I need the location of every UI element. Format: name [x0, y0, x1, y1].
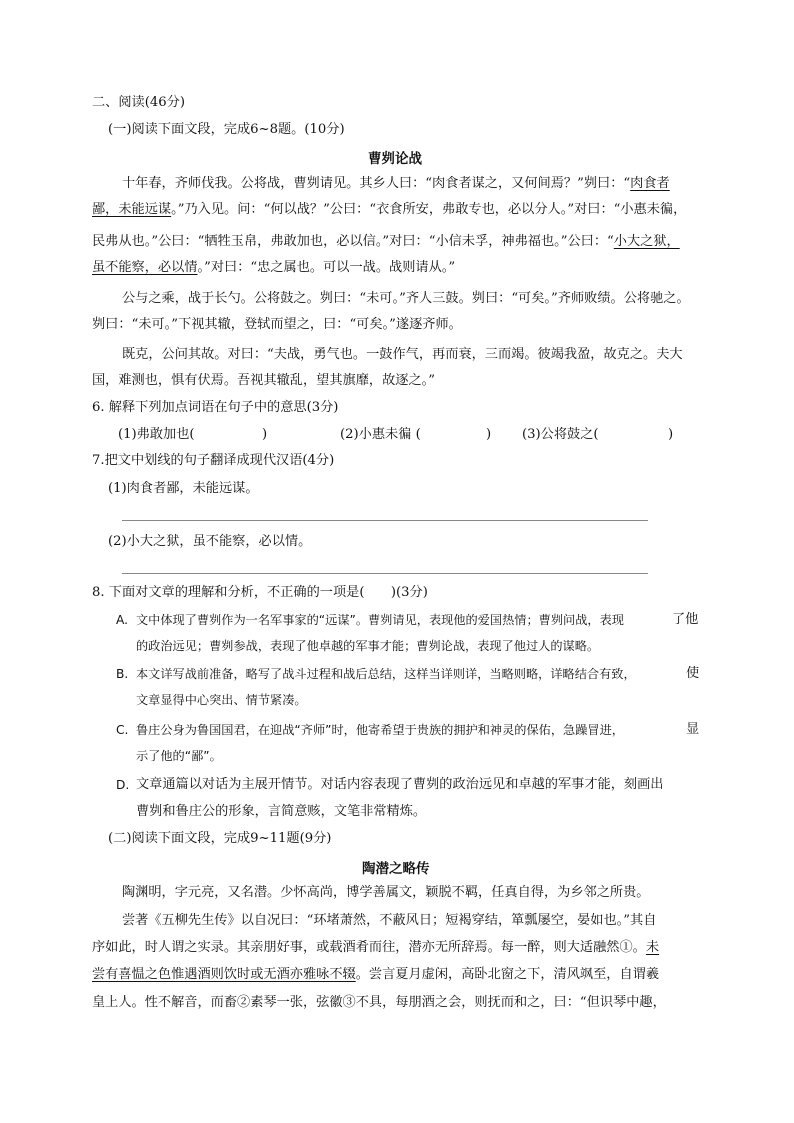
question-7-sentence-1: (1)肉食者鄙，未能远谋。 — [108, 481, 259, 496]
passage-line: 公与之乘，战于长勺。公将鼓之。刿曰：“未可。”齐人三鼓。刿曰：“可矣。”齐师败绩。公将驰之。 — [122, 291, 690, 306]
option-b-text-tail: 使 — [686, 666, 700, 681]
option-c-text: 鲁庄公身为鲁国国君，在迎战“齐师”时，他寄希望于贵族的拥护和神灵的保佑，急躁冒进， — [136, 723, 624, 737]
passage-line: 尝有喜愠之色惟遇酒则饮时或无酒亦雅咏不辍。尝言夏月虚闲，高卧北窗之下，清风飒至，自谓羲 — [92, 967, 660, 982]
passage-line: 虽不能察，必以情。”对曰：“忠之属也。可以一战。战则请从。” — [92, 260, 456, 275]
part2-instruction: (二)阅读下面文段，完成9~11题(9分) — [108, 831, 332, 846]
option-a-label: A. — [116, 613, 128, 627]
passage-line: 陶渊明，字元亮，又名潜。少怀高尚，博学善属文，颖脱不羁，任真自得，为乡邻之所贵。 — [122, 885, 650, 900]
passage-line: 尝著《五柳先生传》以自况曰：“环堵萧然，不蔽风日；短褐穿结，箪瓢屡空，晏如也。”其自 — [122, 913, 657, 928]
passage-line: 刿曰：“未可。”下视其辙，登轼而望之，曰：“可矣。”遂逐齐师。 — [92, 317, 462, 332]
passage-line: 十年春，齐师伐我。公将战，曹刿请见。其乡人曰：“肉食者谋之，又何间焉？”刿曰：“肉食者 — [122, 176, 670, 191]
option-a-text: 文中体现了曹刿作为一名军事家的“远谋”。曹刿请见，表现他的爱国热情；曹刿问战，表现 — [136, 613, 624, 627]
option-b-text: 本文详写战前准备，略写了战斗过程和战后总结，这样当详则详，当略则略，详略结合有致， — [136, 667, 636, 681]
question-6-item-3: (3)公将鼓之( — [522, 427, 599, 442]
option-d-label: D. — [116, 778, 130, 792]
question-8-stem: 8. 下面对文章的理解和分析，不正确的一项是( )(3分) — [92, 585, 428, 600]
answer-line[interactable] — [122, 520, 648, 521]
passage-line: 国，难测也，惧有伏焉。吾视其辙乱，望其旗靡，故逐之。” — [92, 373, 436, 388]
question-6-stem: 6. 解释下列加点词语在句子中的意思(3分) — [92, 400, 339, 415]
option-b-label: B. — [116, 667, 129, 681]
option-d-text: 文章通篇以对话为主展开情节。对话内容表现了曹刿的政治远见和卓越的军事才能，刻画出 — [136, 777, 664, 792]
passage-line: 鄙，未能远谋。”乃入见。问：“何以战？”公曰：“衣食所安，弗敢专也，必以分人。”对曰：“小惠未徧， — [92, 202, 687, 217]
passage-line: 序如此，时人谓之实录。其亲朋好事，或载酒肴而往，潜亦无所辞焉。每一醉，则大适融然①。未 — [92, 940, 660, 955]
option-b-text: 文章显得中心突出、情节紧凑。 — [136, 693, 307, 707]
part1-instruction: (一)阅读下面文段，完成6~8题。(10分) — [108, 122, 345, 137]
option-a-text-tail: 了他 — [672, 612, 699, 627]
answer-line[interactable] — [122, 573, 648, 574]
option-a-text: 的政治远见；曹刿参战，表现了他卓越的军事才能；曹刿论战，表现了他过人的谋略。 — [136, 639, 600, 653]
answer-blank-close: ) — [486, 427, 492, 442]
question-7-sentence-2: (2)小大之狱，虽不能察，必以情。 — [108, 534, 312, 549]
section-heading: 二、阅读(46分) — [92, 95, 186, 110]
passage-title: 曹刿论战 — [368, 151, 422, 167]
question-6-item-1: (1)弗敢加也( — [118, 427, 195, 442]
question-6-item-2: (2)小惠未徧 ( — [340, 427, 421, 442]
question-7-stem: 7.把文中划线的句子翻译成现代汉语(4分) — [92, 453, 335, 468]
passage-line: 民弗从也。”公曰：“牺牲玉帛，弗敢加也，必以信。”对曰：“小信未孚，神弗福也。”公曰：“小大之狱， — [92, 234, 680, 249]
answer-blank-close: ) — [262, 427, 268, 442]
option-c-text: 示了他的“鄙”。 — [136, 749, 222, 763]
option-d-text: 曹刿和鲁庄公的形象，言简意赅，文笔非常精炼。 — [136, 804, 427, 819]
passage-title: 陶潜之略传 — [362, 861, 430, 877]
option-c-text-tail: 显 — [686, 722, 700, 737]
passage-line: 皇上人。性不解音，而畜②素琴一张，弦徽③不具，每朋酒之会，则抚而和之，曰：“但识琴中趣， — [92, 995, 666, 1010]
answer-blank-close: ) — [668, 427, 674, 442]
passage-line: 既克，公问其故。对曰：“夫战，勇气也。一鼓作气，再而衰，三而竭。彼竭我盈，故克之。夫大 — [122, 347, 683, 362]
option-c-label: C. — [116, 723, 129, 737]
